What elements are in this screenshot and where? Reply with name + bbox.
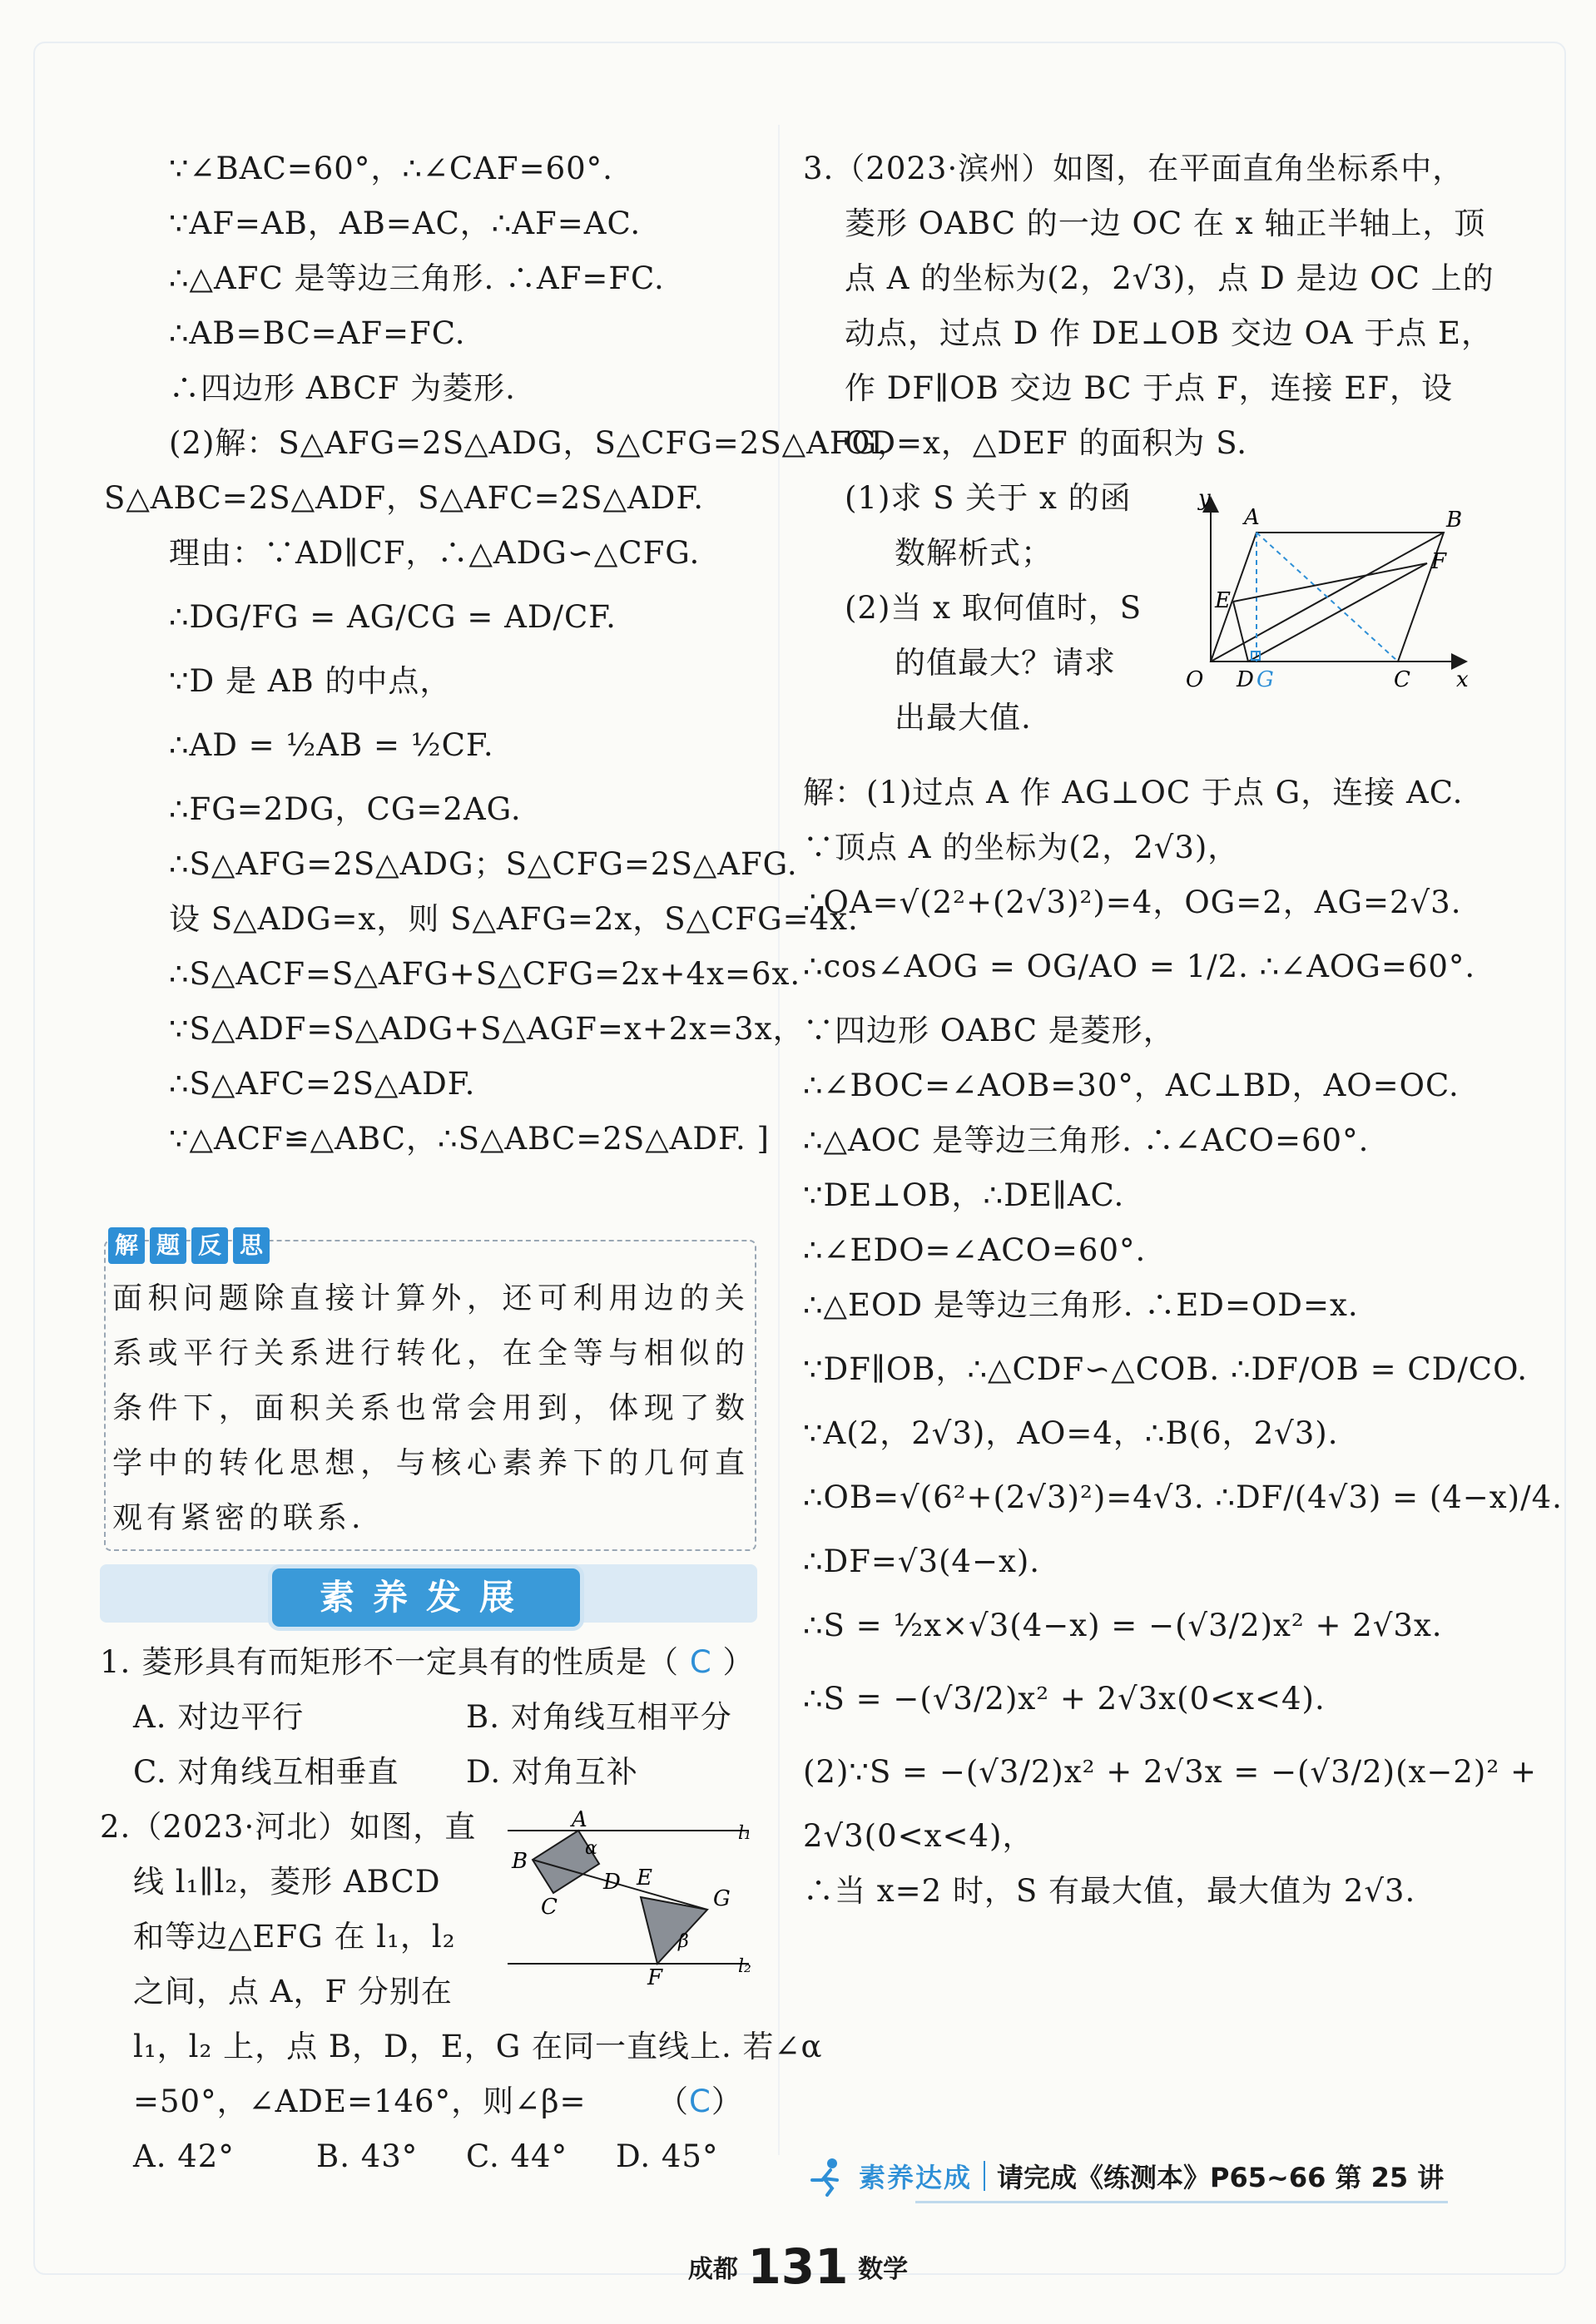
reflection-tag xyxy=(108,1227,270,1264)
solution-line: ∴FG=2DG，CG=2AG. xyxy=(169,791,522,827)
q2-fig-label: F xyxy=(647,1965,663,1990)
solution-line: 2√3(0<x<4)， xyxy=(803,1818,1034,1854)
q2-fig-label: l₂ xyxy=(738,1956,751,1977)
q3-line: 作 DF∥OB 交边 BC 于点 F，连接 EF，设 xyxy=(845,370,1454,406)
q3-line: 点 A 的坐标为(2，2√3)，点 D 是边 OC 上的 xyxy=(845,260,1494,296)
q3-figure xyxy=(1182,487,1473,695)
page-city: 成都 xyxy=(687,2255,738,2284)
q3-fig-label: G xyxy=(1256,667,1274,692)
solution-line: ∴△AOC 是等边三角形. ∴∠ACO=60°. xyxy=(803,1122,1370,1158)
footer-badge: 素养达成 xyxy=(859,2162,973,2193)
q1-option: C. 对角线互相垂直 xyxy=(133,1754,399,1790)
q2-line: =50°，∠ADE=146°，则∠β= xyxy=(133,2084,587,2119)
q2-figure xyxy=(495,1806,770,1997)
solution-line: ∴∠EDO=∠ACO=60°. xyxy=(803,1232,1147,1268)
solution-line: ∴△EOD 是等边三角形. ∴ED=OD=x. xyxy=(803,1287,1359,1323)
solution-line: ∴当 x=2 时，S 有最大值，最大值为 2√3. xyxy=(803,1873,1416,1909)
q1-close: ） xyxy=(722,1644,755,1680)
q2-answer-wrap: （C） xyxy=(657,2084,743,2119)
solution-line: ∴OB=√(6²+(2√3)²)=4√3. ∴DF/(4√3) = (4−x)/4. xyxy=(803,1479,1563,1515)
solution-line: ∴S = −(√3/2)x² + 2√3x(0<x<4). xyxy=(803,1681,1326,1717)
q1-answer: C xyxy=(689,1644,712,1680)
page-subject: 数学 xyxy=(858,2255,909,2284)
q2-fig-label: C xyxy=(541,1895,558,1920)
q3-line: 3.（2023·滨州）如图，在平面直角坐标系中， xyxy=(803,151,1465,186)
q2-fig-label: A xyxy=(572,1807,587,1832)
solution-line: ∵DF∥OB，∴△CDF∽△COB. ∴DF/OB = CD/CO. xyxy=(803,1351,1529,1387)
page-num: 131 xyxy=(747,2238,849,2295)
q3-fig-label: D xyxy=(1237,667,1254,692)
q1-stem xyxy=(100,1635,754,1690)
q3-fig-label: F xyxy=(1431,549,1447,574)
q2-fig-label: α xyxy=(585,1838,597,1859)
reflection-tag-char: 解 xyxy=(108,1227,145,1264)
q2-line: 和等边△EFG 在 l₁，l₂ xyxy=(133,1919,456,1955)
q2-line: l₁，l₂ 上，点 B，D，E，G 在同一直线上. 若∠α xyxy=(133,2029,823,2064)
solution-line: 理由：∵AD∥CF，∴△ADG∽△CFG. xyxy=(169,535,701,571)
solution-line: ∴AD = ½AB = ½CF. xyxy=(169,727,494,763)
solution-line: ∵四边形 OABC 是菱形， xyxy=(803,1013,1175,1048)
q3-fig-label: A xyxy=(1244,505,1260,530)
q1-option: A. 对边平行 xyxy=(133,1699,305,1735)
q2-fig-label: l₁ xyxy=(738,1823,751,1844)
q2-fig-label: G xyxy=(713,1886,731,1911)
right-solution xyxy=(803,766,1563,1919)
runner-icon xyxy=(805,2155,847,2197)
q3-fig-label: C xyxy=(1394,667,1410,692)
solution-line: S△ABC=2S△ADF，S△AFC=2S△ADF. xyxy=(104,480,705,516)
reflection-tag-char: 题 xyxy=(150,1227,186,1264)
q1-stem-text: 1. 菱形具有而矩形不一定具有的性质是（ xyxy=(100,1644,680,1680)
q2-line: 之间，点 A，F 分别在 xyxy=(133,1974,453,2009)
solution-line: ∵∠BAC=60°，∴∠CAF=60°. xyxy=(169,151,613,186)
solution-line: ∴cos∠AOG = OG/AO = 1/2. ∴∠AOG=60°. xyxy=(803,949,1476,984)
solution-line: ∴∠BOC=∠AOB=30°，AC⊥BD，AO=OC. xyxy=(803,1068,1460,1103)
q3-fig-label: x xyxy=(1456,667,1469,692)
solution-line: ∵S△ADF=S△ADG+S△AGF=x+2x=3x， xyxy=(169,1011,805,1047)
reflection-text: 面积问题除直接计算外，还可利用边的关系或平行关系进行转化，在全等与相似的条件下，面积关系也常会用到，体现了数学中的转化思想，与核心素养下的几何直观有紧密的联系. xyxy=(112,1281,749,1535)
footer-underline xyxy=(915,2201,1448,2203)
footer-separator xyxy=(984,2161,985,2191)
q3-subline: (2)当 x 取何值时，S xyxy=(845,590,1142,626)
q3-subline: (1)求 S 关于 x 的函 xyxy=(845,480,1132,516)
q2-fig-label: E xyxy=(637,1866,652,1890)
q3-subline: 出最大值. xyxy=(895,700,1032,736)
q2-option: C. 44° xyxy=(466,2138,568,2174)
solution-line: ∵A(2，2√3)，AO=4，∴B(6，2√3). xyxy=(803,1415,1339,1451)
solution-line: ∴AB=BC=AF=FC. xyxy=(169,315,466,351)
q2-option: B. 43° xyxy=(316,2138,419,2174)
q1-option: B. 对角线互相平分 xyxy=(466,1699,732,1735)
q2-fig-label: D xyxy=(603,1870,621,1895)
q3-fig-label: B xyxy=(1446,508,1463,533)
reflection-tag-char: 反 xyxy=(191,1227,228,1264)
solution-line: (2)∵S = −(√3/2)x² + 2√3x = −(√3/2)(x−2)² + xyxy=(803,1754,1537,1790)
solution-line: ∴四边形 ABCF 为菱形. xyxy=(169,370,516,406)
solution-line: ∵顶点 A 的坐标为(2，2√3)， xyxy=(803,830,1240,865)
solution-line: ∵△ACF≌△ABC，∴S△ABC=2S△ADF. ] xyxy=(169,1121,770,1157)
solution-line: ∴OA=√(2²+(2√3)²)=4，OG=2，AG=2√3. xyxy=(803,885,1462,920)
solution-line: ∴S△AFC=2S△ADF. xyxy=(169,1066,476,1102)
section-title: 素养发展 xyxy=(268,1564,584,1631)
footer-banner xyxy=(805,2151,1455,2201)
q2-line: 线 l₁∥l₂，菱形 ABCD xyxy=(133,1864,441,1900)
q2-option: D. 45° xyxy=(616,2138,719,2174)
q3-line: OD=x，△DEF 的面积为 S. xyxy=(845,425,1247,461)
solution-line: ∴DG/FG = AG/CG = AD/CF. xyxy=(169,599,617,635)
q3-line: 菱形 OABC 的一边 OC 在 x 轴正半轴上，顶 xyxy=(845,206,1486,241)
q2-option: A. 42° xyxy=(133,2138,235,2174)
q3-line: 动点，过点 D 作 DE⊥OB 交边 OA 于点 E， xyxy=(845,315,1494,351)
q2-fig-label: β xyxy=(678,1931,689,1952)
solution-line: ∵DE⊥OB，∴DE∥AC. xyxy=(803,1177,1125,1213)
q3-subline: 的值最大？请求 xyxy=(895,645,1116,681)
solution-line: ∴△AFC 是等边三角形. ∴AF=FC. xyxy=(169,260,665,296)
page-number xyxy=(0,2238,1596,2295)
q1-option: D. 对角互补 xyxy=(466,1754,638,1790)
solution-line: 设 S△ADG=x，则 S△AFG=2x，S△CFG=4x. xyxy=(169,901,859,937)
solution-line: ∴S△AFG=2S△ADG；S△CFG=2S△AFG. xyxy=(169,846,798,882)
reflection-tag-char: 思 xyxy=(233,1227,270,1264)
solution-line: ∴S△ACF=S△AFG+S△CFG=2x+4x=6x. xyxy=(169,956,801,992)
q3-subline: 数解析式； xyxy=(895,535,1053,571)
solution-line: ∴S = ½x×√3(4−x) = −(√3/2)x² + 2√3x. xyxy=(803,1608,1443,1643)
q3-fig-label: O xyxy=(1186,667,1204,692)
q3-fig-label: E xyxy=(1215,588,1231,613)
footer-text: 请完成《练测本》P65~66 第 25 讲 xyxy=(997,2162,1445,2193)
solution-line: ∵D 是 AB 的中点， xyxy=(169,663,452,699)
solution-line: 解：(1)过点 A 作 AG⊥OC 于点 G，连接 AC. xyxy=(803,775,1464,810)
solution-line: ∴DF=√3(4−x). xyxy=(803,1544,1041,1579)
q2-fig-label: B xyxy=(512,1849,528,1874)
left-solution xyxy=(104,141,910,1167)
solution-line: ∵AF=AB，AB=AC，∴AF=AC. xyxy=(169,206,642,241)
q2-answer: C xyxy=(689,2084,711,2119)
q2-line: 2.（2023·河北）如图，直 xyxy=(100,1809,477,1845)
q3-fig-label: y xyxy=(1198,487,1211,511)
solution-line: (2)解：S△AFG=2S△ADG，S△CFG=2S△AFG， xyxy=(169,425,910,461)
